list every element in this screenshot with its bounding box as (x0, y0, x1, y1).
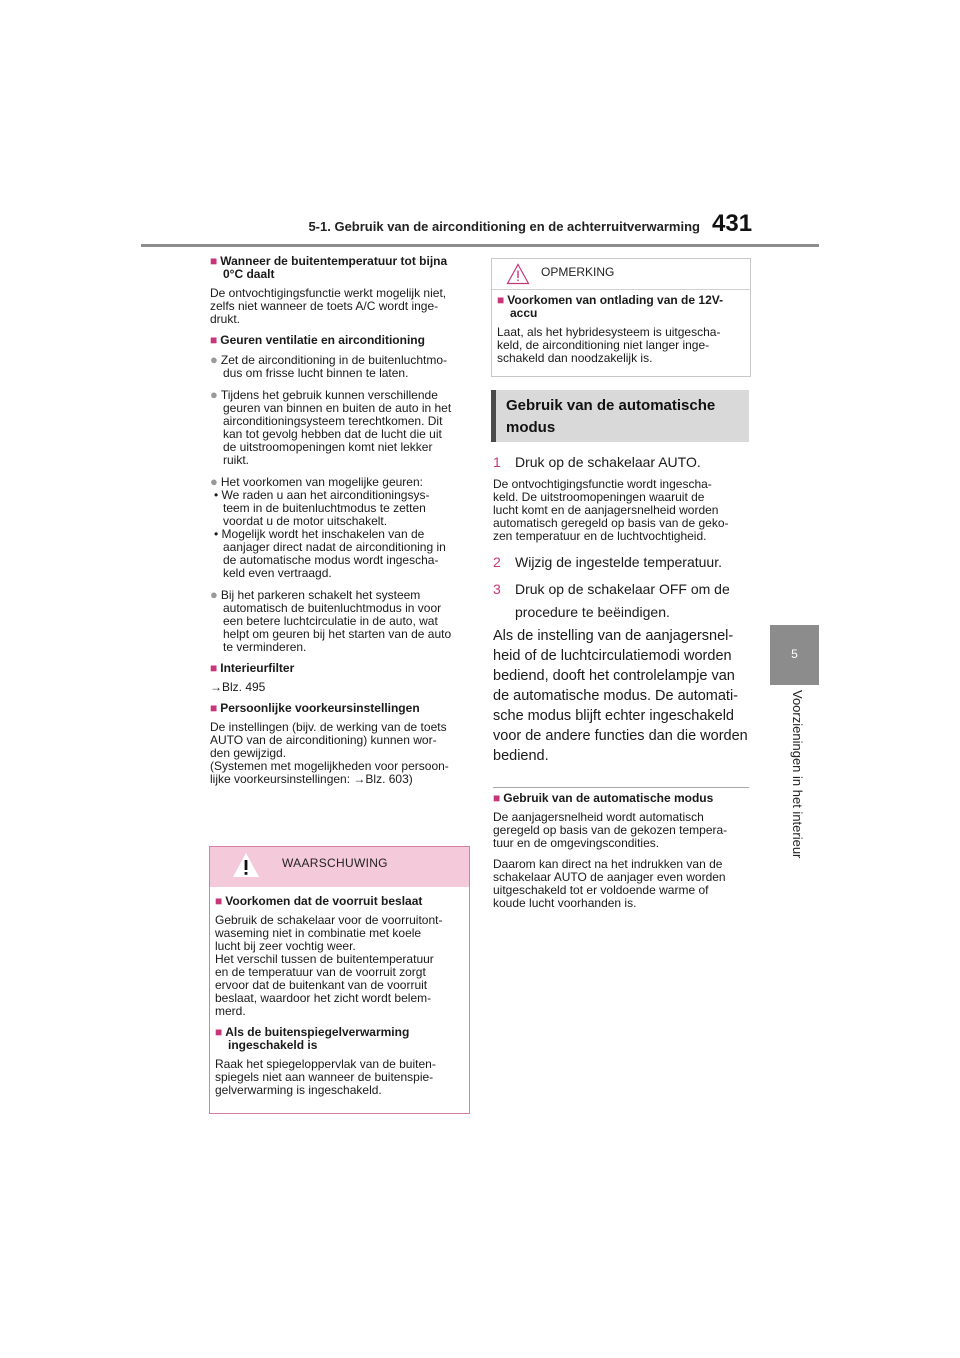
auto-mode-info (493, 792, 751, 918)
step-1: 1 Druk op de schakelaar AUTO. (493, 454, 701, 470)
square-bullet-icon: ■ (215, 894, 223, 908)
square-bullet-icon: ■ (210, 254, 218, 268)
header-divider (141, 244, 819, 247)
warning-paragraph-windshield: Gebruik de schakelaar voor de voorruitont- waseming niet in combinatie met koele lucht bij zeer vochtig weer. Het verschil tussen de buitentemperatuur en de temperatuur van de voorruit zorgt ervoor dat de buitenkant van de voorruit beslaat, waardoor het zicht wordt belem- merd. (215, 913, 443, 1018)
note-header (492, 259, 750, 290)
chapter-side-label (772, 690, 812, 880)
square-bullet-icon: ■ (493, 791, 501, 805)
step-2: 2 Wijzig de ingestelde temperatuur. (493, 554, 722, 570)
paragraph-fan-delay: Daarom kan direct na het indrukken van de schakelaar AUTO de aanjager even worden uitgeschakeld tot er voldoende warme of koude lucht voorhanden is. (493, 857, 726, 910)
heading-temperature: ■ Wanneer de buitentemperatuur tot bijna 0°C daalt (210, 254, 448, 281)
circle-bullet-icon: ● (210, 587, 218, 602)
bullet-odor-sources: ● Tijdens het gebruik kunnen verschillende geuren van binnen en buiten de auto in het airconditioningsysteem terechtkomen. Dit kan tot gevolg hebben dat de lucht die uit de uitstroomopeningen komt niet lekker ruikt. (210, 387, 452, 467)
sub-bullet-1: • We raden u aan het airconditioningsys- teem in de buitenluchtmodus te zetten voordat u de motor uitschakelt. (214, 488, 430, 528)
warning-title: WAARSCHUWING (282, 856, 388, 870)
heading-odors: ■ Geuren ventilatie en airconditioning (210, 333, 425, 347)
heading-interior-filter: ■ Interieurfilter (210, 661, 295, 675)
note-box (491, 258, 751, 377)
square-bullet-icon: ■ (210, 333, 218, 347)
warning-heading-windshield: ■ Voorkomen dat de voorruit beslaat (215, 894, 423, 908)
warning-body (210, 887, 469, 1097)
bullet-fresh-air: ● Zet de airconditioning in de buitenluchtmo- dus om frisse lucht binnen te laten. (210, 352, 447, 380)
note-title: OPMERKING (541, 265, 615, 279)
circle-bullet-icon: ● (210, 387, 218, 402)
paragraph-dehumidify: De ontvochtigingsfunctie werkt mogelijk niet, zelfs niet wanneer de toets A/C wordt inge- drukt. (210, 286, 447, 326)
note-body (492, 290, 750, 365)
bullet-parking: ● Bij het parkeren schakelt het systeem automatisch de buitenluchtmodus in voor een betere luchtcirculatie in de auto, wat helpt om geuren bij het starten van de auto te verminderen. (210, 587, 452, 654)
header-section-title: 5-1. Gebruik van de airconditioning en de achterruitverwarming (308, 219, 700, 234)
note-paragraph-battery: Laat, als het hybridesysteem is uitgescha- keld, de airconditioning niet langer inge- schakeld dan noodzakelijk is. (497, 325, 721, 365)
circle-bullet-icon: ● (210, 352, 218, 367)
caution-triangle-icon (506, 263, 530, 285)
sub-bullet-2: • Mogelijk wordt het inschakelen van de aanjager direct nadat de airconditioning in de automatische modus wordt ingescha- keld even vertraagd. (214, 527, 446, 580)
heading-personal-settings: ■ Persoonlijke voorkeursinstellingen (210, 701, 420, 715)
square-bullet-icon: ■ (210, 701, 218, 715)
auto-mode-paragraph: Als de instelling van de aanjagersnel- heid of de luchtcirculatiemodi worden bediend, dooft het controlelampje van de automatische modus. De automati- sche modus blijft echter ingeschakeld voor de andere functies dan die worden bediend. (493, 628, 748, 764)
step-3: 3 Druk op de schakelaar OFF om de procedure te beëindigen. (493, 581, 730, 620)
section-heading-auto-mode: Gebruik van de automatische modus (491, 390, 749, 442)
section-divider (493, 787, 749, 788)
warning-box (209, 846, 470, 1114)
warning-header (210, 847, 469, 887)
heading-using-auto-mode: ■ Gebruik van de automatische modus (493, 791, 714, 805)
chapter-number: 5 (791, 647, 798, 661)
bullet-prevent-odors: ● Het voorkomen van mogelijke geuren: • We raden u aan het airconditioningsys- teem in de buitenluchtmodus te zetten voordat u de motor uitschakelt. • Mogelijk wordt het inschakelen van de aanjager direct nadat de airconditioning in de automatische modus wordt ingescha- keld even vertraagd. (210, 475, 470, 580)
chapter-tab (770, 625, 819, 685)
square-bullet-icon: ■ (497, 293, 505, 307)
warning-heading-mirror: ■ Als de buitenspiegelverwarming ingeschakeld is (215, 1025, 410, 1052)
warning-paragraph-mirror: Raak het spiegeloppervlak van de buiten- spiegels niet aan wanneer de buitenspie- gelverwarming is ingeschakeld. (215, 1057, 436, 1097)
paragraph-personal-settings: De instellingen (bijv. de werking van de toets AUTO van de airconditioning) kunnen wor- den gewijzigd. (Systemen met mogelijkheden voor persoon- lijke voorkeursinstellingen: →Blz. 603) (210, 720, 449, 786)
warning-triangle-icon (232, 852, 260, 878)
note-heading-battery: ■ Voorkomen van ontlading van de 12V-accu (497, 293, 724, 320)
square-bullet-icon: ■ (215, 1025, 223, 1039)
steps-list (493, 451, 751, 628)
paragraph-fan-speed: De aanjagersnelheid wordt automatisch geregeld op basis van de gekozen tempera- tuur en de omgevingscondities. (493, 810, 728, 850)
page-reference-filter: →Blz. 495 (210, 680, 266, 694)
circle-bullet-icon: ● (210, 474, 218, 489)
chapter-label: Voorzieningen in het interieur (790, 690, 805, 859)
square-bullet-icon: ■ (210, 661, 218, 675)
step-1-note: De ontvochtigingsfunctie wordt ingescha- keld. De uitstroomopeningen waaruit de lucht komt en de aanjagersnelheid worden automatisch geregeld op basis van de geko- zen temperatuur en de luchtvochtigheid. (493, 477, 729, 543)
left-column (210, 255, 470, 794)
page-number: 431 (712, 210, 753, 237)
